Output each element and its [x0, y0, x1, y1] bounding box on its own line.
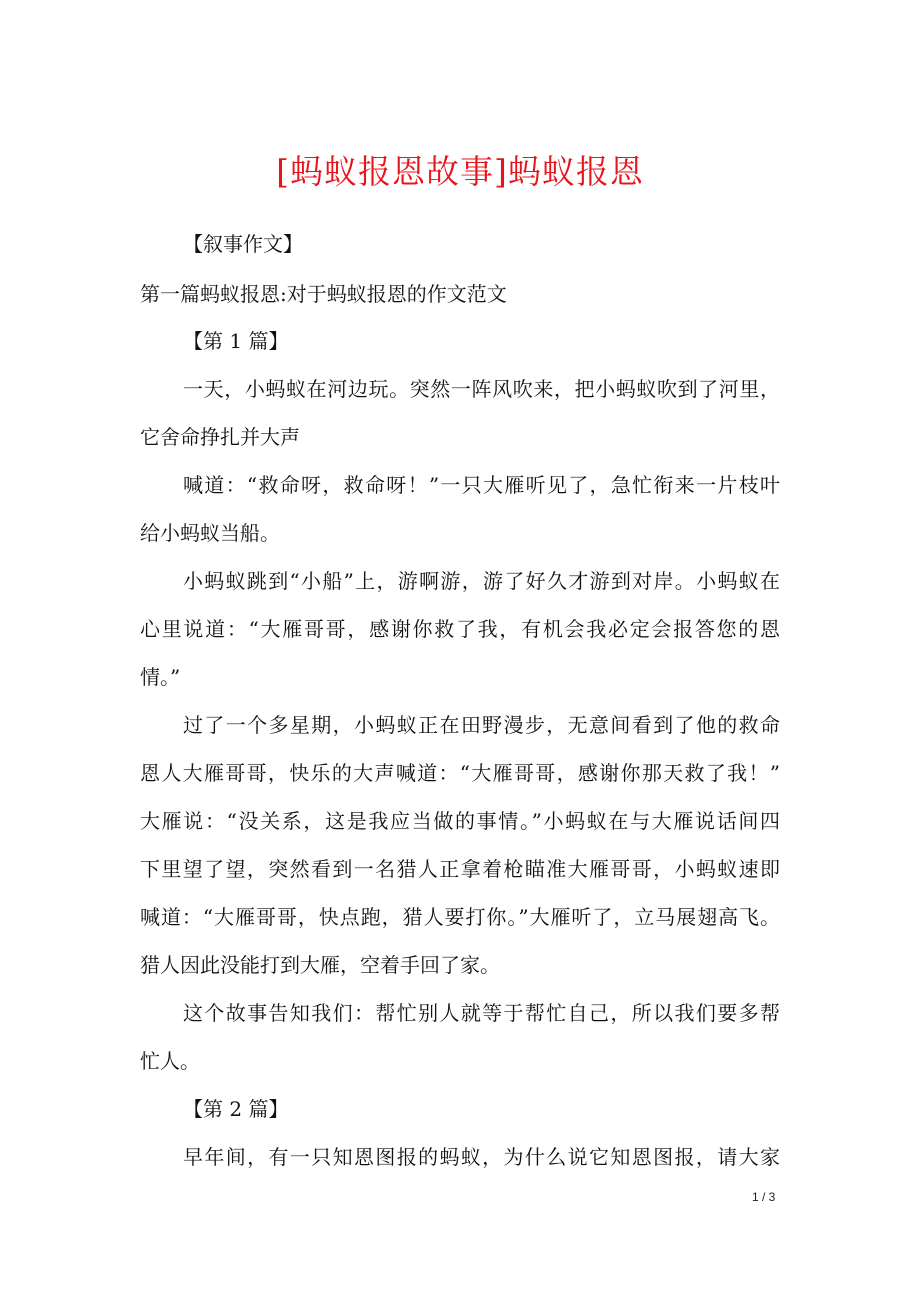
text-line: 过了一个多星期，小蚂蚁正在田野漫步，无意间看到了他的救命: [183, 713, 780, 737]
text-line: 小蚂蚁跳到“小船”上，游啊游，游了好久才游到对岸。小蚂蚁在: [183, 569, 780, 593]
text-line: 猎人因此没能打到大雁，空着手回了家。: [140, 953, 500, 977]
text-line: 大雁说：“没关系，这是我应当做的事情。”小蚂蚁在与大雁说话间四: [140, 809, 780, 833]
section-label: 【叙事作文】: [183, 232, 303, 256]
text-line: 一天，小蚂蚁在河边玩。突然一阵风吹来，把小蚂蚁吹到了河里，: [183, 377, 780, 401]
text-line: 心里说道：“大雁哥哥，感谢你救了我，有机会我必定会报答您的恩: [140, 617, 780, 641]
text-line: 它舍命挣扎并大声: [140, 425, 300, 449]
text-line: 喊道：“救命呀，救命呀！”一只大雁听见了，急忙衔来一片枝叶: [183, 473, 780, 497]
text-line: 喊道：“大雁哥哥，快点跑，猎人要打你。”大雁听了，立马展翅高飞。: [140, 905, 780, 929]
page-number: 1 / 3: [752, 1190, 776, 1204]
text-line: 情。”: [140, 665, 181, 689]
part-label: 【第 1 篇】: [183, 329, 289, 353]
subheading: 第一篇蚂蚁报恩:对于蚂蚁报恩的作文范文: [140, 282, 507, 306]
part-label: 【第 2 篇】: [183, 1097, 289, 1121]
text-line: 忙人。: [140, 1049, 200, 1073]
text-line: 恩人大雁哥哥，快乐的大声喊道：“大雁哥哥，感谢你那天救了我！”: [140, 761, 780, 785]
text-line: 早年间，有一只知恩图报的蚂蚁，为什么说它知恩图报，请大家: [183, 1145, 780, 1169]
document-title: [蚂蚁报恩故事]蚂蚁报恩: [276, 152, 644, 191]
text-line: 这个故事告知我们：帮忙别人就等于帮忙自己，所以我们要多帮: [183, 1001, 780, 1025]
text-line: 给小蚂蚁当船。: [140, 521, 280, 545]
text-line: 下里望了望，突然看到一名猎人正拿着枪瞄准大雁哥哥，小蚂蚁速即: [140, 857, 780, 881]
